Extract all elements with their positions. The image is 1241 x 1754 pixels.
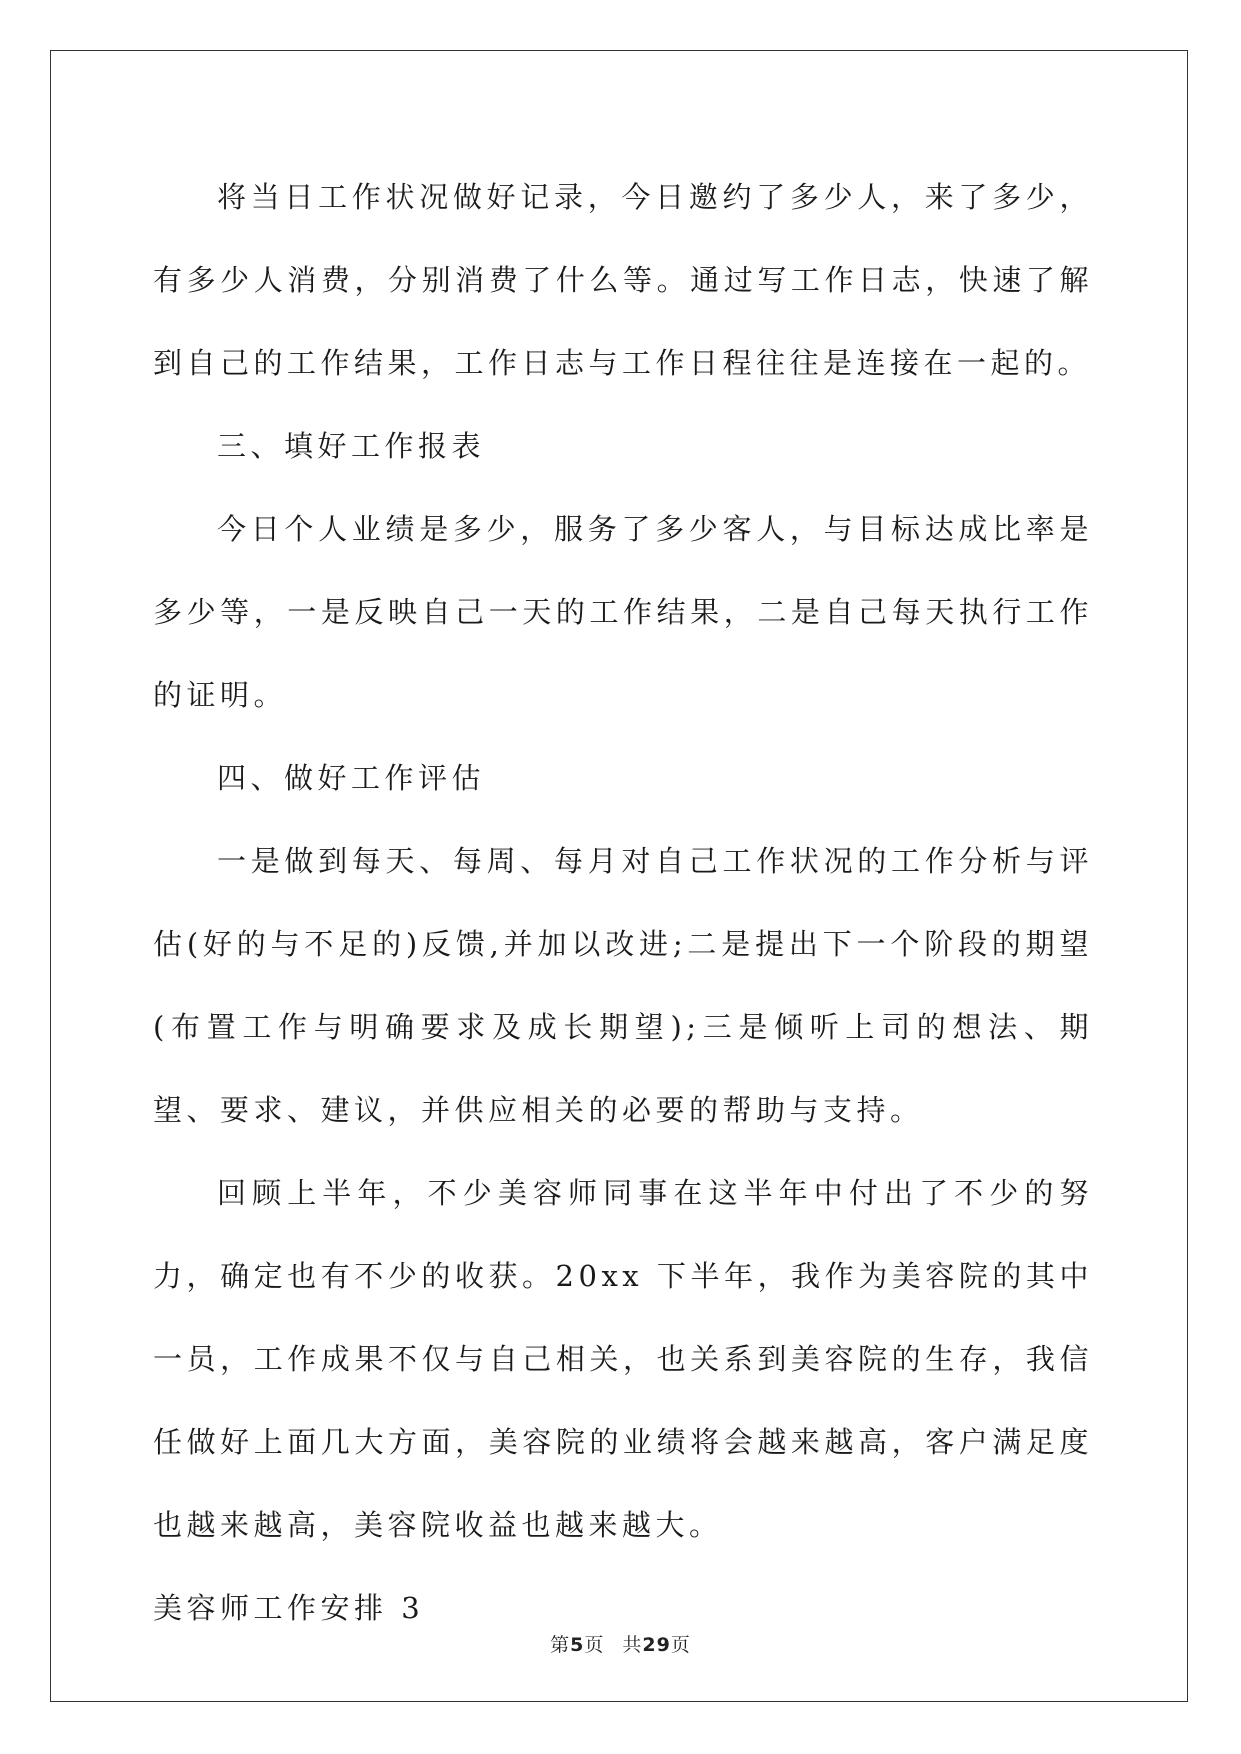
- paragraph-review-half-year: 回顾上半年，不少美容师同事在这半年中付出了不少的努力，确定也有不少的收获。20xx 下半年，我作为美容院的其中一员，工作成果不仅与自己相关，也关系到美容院的生存，我信任做好上面几大方面，美容院的业绩将会越来越高，客户满足度也越来越高，美容院收益也越来越大。: [153, 1176, 1093, 1542]
- footer-page-prefix: 第: [550, 1634, 571, 1656]
- footer-total-suffix: 页: [670, 1634, 691, 1656]
- paragraph-daily-performance: 今日个人业绩是多少，服务了多少客人，与目标达成比率是多少等，一是反映自己一天的工作结果，二是自己每天执行工作的证明。: [153, 512, 1093, 712]
- footer-total-prefix: 共: [622, 1634, 643, 1656]
- footer-page-suffix: 页: [584, 1634, 605, 1656]
- heading-work-evaluation: 四、做好工作评估: [217, 761, 486, 795]
- document-body: [153, 156, 1093, 1650]
- paragraph-evaluation-detail: 一是做到每天、每周、每月对自己工作状况的工作分析与评估(好的与不足的)反馈,并加以改进;二是提出下一个阶段的期望(布置工作与明确要求及成长期望);三是倾听上司的想法、期望、要求、建议，并供应相关的必要的帮助与支持。: [153, 844, 1093, 1127]
- footer-total-pages: 29: [642, 1634, 671, 1656]
- page-footer: [0, 1630, 1241, 1657]
- section-title-plan-3: 美容师工作安排 3: [153, 1591, 425, 1625]
- heading-fill-report: 三、填好工作报表: [217, 429, 486, 463]
- paragraph-work-log: 将当日工作状况做好记录，今日邀约了多少人，来了多少，有多少人消费，分别消费了什么等。通过写工作日志，快速了解到自己的工作结果，工作日志与工作日程往往是连接在一起的。: [153, 180, 1093, 380]
- footer-page-number: 5: [570, 1634, 585, 1656]
